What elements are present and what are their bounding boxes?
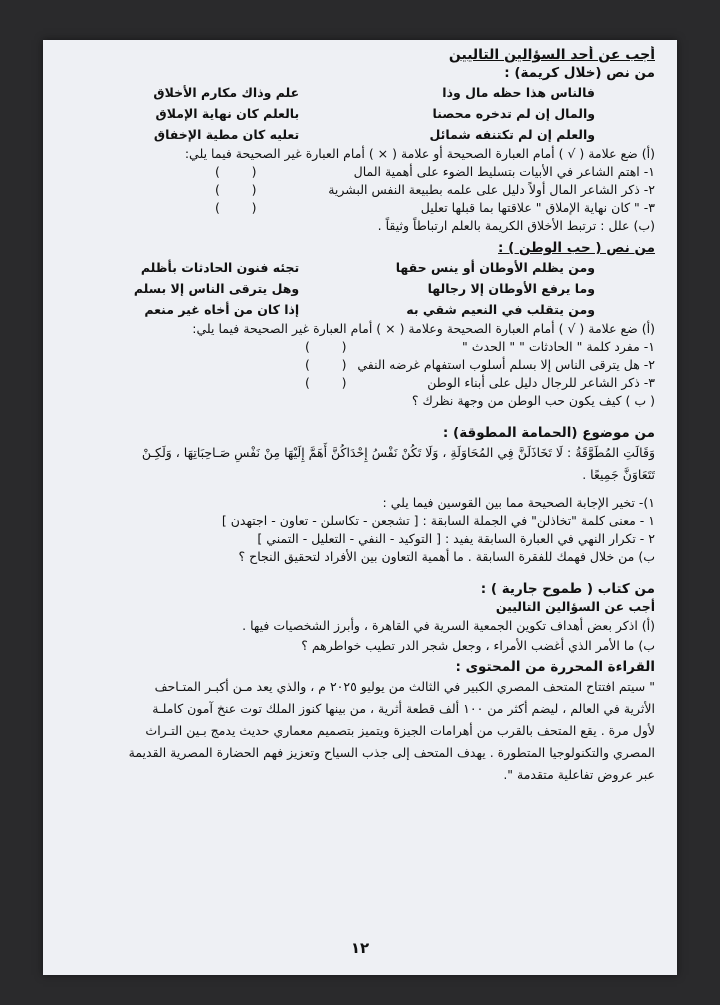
verse-second-half: بالعلم كان نهاية الإملاق xyxy=(155,106,300,121)
question-item xyxy=(65,356,655,374)
verse-first-half: فالناس هذا حظه مال وذا xyxy=(442,85,595,100)
section-4-question-b: ب) ما الأمر الذي أغضب الأمراء ، وجعل شجر الدر تطيب خواطرهم ؟ xyxy=(301,638,655,653)
verse-first-half: ومن يظلم الأوطان أو ينس حقها xyxy=(395,260,595,275)
item-text: ٢- هل يترقى الناس إلا بسلم أسلوب استفهام غرضه النفي xyxy=(357,357,655,372)
section-4-question-a: (أ) اذكر بعض أهداف تكوين الجمعية السرية في القاهرة ، وأبرز الشخصيات فيها . xyxy=(242,618,655,633)
passage-line: " سيتم افتتاح المتحف المصري الكبير في الثالث من يوليو ٢٠٢٥ م ، والذي يعد مـن أكبـر المتـاحف xyxy=(154,679,655,694)
passage-line: المصري والتكنولوجيا المتطورة . يهدف المتحف إلى جذب السياح وتعزيز فهم الحضارة المصرية القديمة xyxy=(128,745,655,760)
section-4-heading: من كتاب ( طموح جارية ) : xyxy=(480,581,655,597)
section-1-question-a: (أ) ضع علامة ( √ ) أمام العبارة الصحيحة أو علامة ( × ) أمام العبارة غير الصحيحة فيما يلي: xyxy=(184,146,655,161)
section-5-heading: القراءة المحررة من المحتوى : xyxy=(455,659,655,675)
section-2-heading: من نص ( حب الوطن ) : xyxy=(498,240,655,256)
question-item xyxy=(65,374,655,392)
section-3-question-b: ب) من خلال فهمك للفقرة السابقة . ما أهمية التعاون بين الأفراد لتحقيق النجاح ؟ xyxy=(238,549,655,564)
verse-second-half: تجئه فنون الحادثات بأظلم xyxy=(140,260,300,275)
section-2-question-b: ( ب ) كيف يكون حب الوطن من وجهة نظرك ؟ xyxy=(411,393,655,408)
item-text: ١- مفرد كلمة " الحادثات " " الحدث " xyxy=(462,339,655,354)
verse-first-half: وما يرفع الأوطان إلا رجالها xyxy=(427,281,595,296)
item-text: ٣- ذكر الشاعر للرجال دليل على أبناء الوطن xyxy=(427,375,655,390)
verse-row xyxy=(85,124,595,145)
question-item xyxy=(65,163,655,181)
item-text: ٣- " كان نهاية الإملاق " علاقتها بما قبلها تعليل xyxy=(420,200,655,215)
question-item xyxy=(65,181,655,199)
section-4-subheading: أجب عن السؤالين التاليين xyxy=(495,599,655,614)
verse-first-half: والعلم إن لم تكتنفه شمائل xyxy=(429,127,595,142)
section-3-quote-line-2: تَتَعَاوَنَّ جَمِيعًا . xyxy=(582,467,655,482)
verse-first-half: ومن يتقلب في النعيم شقي به xyxy=(406,302,595,317)
verse-row xyxy=(85,278,595,299)
question-item xyxy=(65,338,655,356)
main-title: أجب عن أحد السؤالين التاليين xyxy=(448,47,655,63)
section-1-heading: من نص (خلال كريمة) : xyxy=(504,65,655,81)
passage-line: عبر عروض تفاعلية متقدمة ". xyxy=(503,767,655,782)
passage-line: لأول مرة . يقع المتحف بالقرب من أهرامات الجيزة ويتميز بتصميم معماري حديث يدمج بـين التـراث xyxy=(145,723,655,738)
verse-row xyxy=(85,257,595,278)
answer-box: ( ) xyxy=(305,375,347,390)
verse-row xyxy=(85,103,595,124)
verse-row xyxy=(85,299,595,320)
answer-box: ( ) xyxy=(215,200,257,215)
section-3-quote-line-1: وَقَالَتِ المُطَوَّقَةُ : لَا تَخَاذَلَنَّ فِي المُحَاوَلَةِ ، وَلَا تَكُنْ نَفْسُ إِحْدَاكُنَّ أَهَمَّ إِلَيْهَا مِنْ نَفْسِ صَـاحِبَاتِهَا ، وَلَكِـنْ xyxy=(141,445,655,460)
verse-second-half: وهل يترقى الناس إلا بسلم xyxy=(133,281,300,296)
page-number: ١٢ xyxy=(350,939,370,957)
section-1-verses xyxy=(65,82,655,145)
section-2-verses xyxy=(65,257,655,320)
reading-passage xyxy=(65,676,655,786)
section-3-question-a: ١)- تخير الإجابة الصحيحة مما بين القوسين فيما يلي : xyxy=(382,495,655,510)
verse-second-half: تعليه كان مطية الإخفاق xyxy=(153,127,300,142)
choice-item: ٢ - تكرار النهي في العبارة السابقة يفيد : [ التوكيد - النفي - التعليل - التمني ] xyxy=(257,531,655,546)
section-2-question-a: (أ) ضع علامة ( √ ) أمام العبارة الصحيحة وعلامة ( × ) أمام العبارة غير الصحيحة فيما يلي: xyxy=(192,321,655,336)
item-text: ٢- ذكر الشاعر المال أولاً دليل على علمه بطبيعة النفس البشرية xyxy=(328,182,655,197)
answer-box: ( ) xyxy=(215,164,257,179)
answer-box: ( ) xyxy=(215,182,257,197)
answer-box: ( ) xyxy=(305,357,347,372)
verse-second-half: إذا كان من أخاه غير منعم xyxy=(144,302,300,317)
answer-box: ( ) xyxy=(305,339,347,354)
section-3-heading: من موضوع (الحمامة المطوقة) : xyxy=(442,425,655,441)
verse-second-half: علم وذاك مكارم الأخلاق xyxy=(153,85,300,100)
question-item xyxy=(65,199,655,217)
section-1-question-b: (ب) علل : ترتبط الأخلاق الكريمة بالعلم ارتباطاً وثيقاً . xyxy=(377,218,655,233)
verse-first-half: والمال إن لم تدخره محصنا xyxy=(432,106,595,121)
exam-page xyxy=(43,40,677,975)
item-text: ١- اهتم الشاعر في الأبيات بتسليط الضوء على أهمية المال xyxy=(353,164,655,179)
verse-row xyxy=(85,82,595,103)
choice-item: ١ - معنى كلمة "تخاذلن" في الجملة السابقة : [ تشجعن - تكاسلن - تعاون - اجتهدن ] xyxy=(221,513,655,528)
page-content xyxy=(65,46,655,786)
passage-line: الأثرية في العالم ، ليضم أكثر من ١٠٠ ألف قطعة أثرية ، من بينها كنوز الملك توت عنخ آمون كاملـة xyxy=(152,701,655,716)
